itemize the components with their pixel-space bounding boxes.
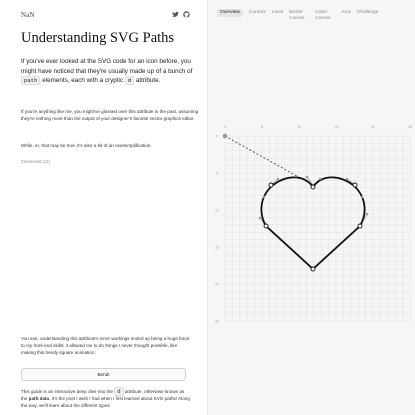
code-path: path — [21, 76, 40, 85]
nav-item-arcs[interactable]: Arcs — [341, 10, 351, 15]
page-title: Understanding SVG Paths — [21, 30, 175, 46]
control-point[interactable] — [366, 213, 369, 216]
control-point[interactable] — [263, 196, 266, 199]
nav-item-challenge[interactable]: Challenge — [356, 10, 379, 15]
nav-item-overview[interactable]: Overview — [217, 9, 243, 17]
y-tick-label: 15 — [215, 245, 219, 250]
start-point-handle[interactable] — [223, 134, 228, 139]
comments-link[interactable]: Comments (12) — [21, 159, 50, 164]
paragraph-4: You see, understanding this attribute's inner workings ended up being a huge boon to my front-end skills; it allowed me to do things I never thought possible, like making this bendy square animation: — [21, 336, 190, 355]
y-tick-label: 20 — [215, 282, 219, 287]
nav-item-bezier-curves[interactable]: Bezier Curves — [289, 10, 305, 22]
x-tick-label: 15 — [334, 125, 338, 129]
control-point[interactable] — [346, 178, 349, 181]
bend-button[interactable]: Bend! — [21, 368, 186, 381]
x-tick-label: 20 — [371, 125, 375, 129]
control-point[interactable] — [277, 178, 280, 181]
twitter-icon[interactable] — [172, 11, 179, 18]
section-nav — [217, 10, 384, 22]
path-point[interactable] — [264, 224, 268, 228]
canvas-grid — [225, 136, 410, 321]
nav-item-cubic-curves[interactable]: Cubic Curves — [315, 10, 331, 22]
path-point[interactable] — [311, 267, 315, 271]
path-points — [264, 183, 362, 271]
control-point[interactable] — [259, 217, 262, 220]
path-canvas[interactable] — [207, 118, 415, 328]
x-tick-label: 10 — [297, 125, 301, 129]
site-logo[interactable]: NaN — [21, 11, 35, 19]
article-panel — [0, 0, 207, 415]
github-icon[interactable] — [183, 11, 190, 18]
y-tick-label: 10 — [215, 208, 219, 213]
y-tick-label: 0 — [216, 134, 218, 139]
control-point[interactable] — [319, 178, 322, 181]
code-d-2: d — [114, 387, 123, 396]
intro-paragraph: If you've ever looked at the SVG code for an icon before, you might have noticed that they're usually made up of a bunch of path elements, each with a cryptic d attribute. — [21, 58, 193, 84]
path-point[interactable] — [269, 183, 273, 187]
y-tick-label: 5 — [216, 171, 218, 176]
paragraph-2: If you're anything like me, you might've glossed over this attribute in the past, assuming they're nothing more than the output of your designer's favorite vector graphics editor. — [21, 109, 199, 121]
social-links — [172, 11, 190, 18]
nav-item-cursors[interactable]: Cursors — [249, 10, 266, 15]
code-d: d — [125, 76, 134, 85]
path-point[interactable] — [353, 183, 357, 187]
control-point[interactable] — [306, 176, 309, 179]
canvas-ticks — [215, 125, 412, 323]
x-tick-label: 5 — [261, 125, 263, 129]
x-tick-label: 25 — [408, 125, 412, 129]
control-point[interactable] — [361, 196, 364, 199]
paragraph-5: This guide is an interactive deep dive into the d attribute, otherwise known as the path data. It's the post I wish I had when I first learned about SVG paths! Along the way, we'll learn about the different types — [21, 388, 190, 408]
x-tick-label: 0 — [224, 125, 226, 129]
y-tick-label: 25 — [215, 319, 219, 324]
paragraph-3: While, er, that may be true, it's also a bit of an oversimplification. — [21, 143, 152, 148]
path-point[interactable] — [311, 185, 315, 189]
path-point[interactable] — [358, 224, 362, 228]
nav-item-lines[interactable]: Lines — [271, 10, 284, 15]
